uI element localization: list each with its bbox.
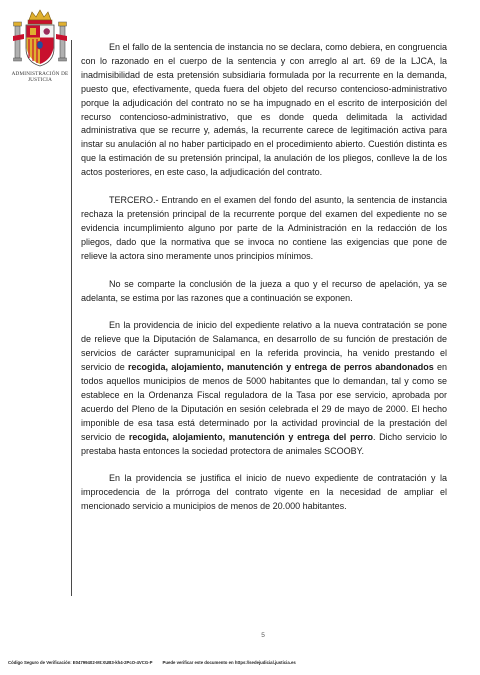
verify-link[interactable]: Puede verificar este documento en https://sedejudicial.justicia.es (162, 660, 296, 665)
paragraph-1: En el fallo de la sentencia de instancia no se declara, como debiera, en congruencia con lo razonado en el cuerpo de la sentencia y con arreglo al art. 69 de la LJCA, la inadmisibilidad de esta pretensión subsidiaria formulada por la recurrente en la demanda, puesto que, efectivamente, queda fuera del objeto del recurso contencioso-administrativo porque la adjudicación del contrato no se ha impugnado en el escrito de interposición del recurso contencioso-administrativo, que es donde queda delimitada la actividad administrativa que se recurre y, además, la recurrente carece de legitimación activa para instar su anulación al no haber participado en el procedimiento abierto. Cuestión distinta es que la estimación de su pretensión principal, la anulación de los pliegos, conlleve la de los actos posteriores, en este caso, la adjudicación del contrato. (81, 42, 447, 178)
margin-rule (71, 40, 72, 596)
paragraph-4 (81, 319, 447, 458)
paragraph-3: No se comparte la conclusión de la jueza a quo y el recurso de apelación, ya se adelanta, se estima por las razones que a continuación se exponen. (81, 278, 447, 303)
page-number: 5 (261, 632, 265, 639)
csv-label: Código Seguro de Verificación (8, 660, 71, 665)
paragraph-4-text-a: En la providencia de inicio del expediente relativo a la nueva contratación se pone de relieve que la Diputación de Salamanca, en desarrollo de su función de prestación de servicios de carácter supramunicipal en la referida provincia, ha venido prestando el servicio de (81, 320, 447, 373)
paragraph-4-bold-b: recogida, alojamiento, manutención y entrega del perro (128, 431, 373, 442)
header-logo (10, 8, 70, 92)
verification-footer: Código Seguro de Verificación: E04799402-MI:XUB3-kh4-2PcO-4VCG-P Puede verificar este documento en https://sedejudicial.justicia.es (8, 660, 296, 665)
paragraph-5: En la providencia se justifica el inicio de nuevo expediente de contratación y la improcedencia de la prórroga del contrato vigente en la necesidad de ampliar el mencionado servicio a municipios de menos de 20.000 habitantes. (81, 473, 447, 512)
paragraph-4-text-b: en todos aquellos municipios de menos de 5000 habitantes que lo demandan, tal y como se establece en la Ordenanza Fiscal reguladora de la Tasa por ese servicio, aprobada por acuerdo del Pleno de la Diputación en sesión celebrada el 29 de mayo de 2000. El hecho imponible de esa tasa está determinado por la actividad provincial de la prestación del servicio de (81, 362, 447, 442)
document-body (81, 41, 447, 528)
spain-coat-of-arms-icon (12, 8, 68, 70)
paragraph-2: TERCERO.- Entrando en el examen del fondo del asunto, la sentencia de instancia rechaza la pretensión principal de la recurrente porque del examen del expediente no se evidencia incumplimiento alguno por parte de la Administración en la redacción de los pliegos, dado que la normativa que se invoca no contiene las exigencias que pone de relieve la actora sino meramente unos principios mínimos. (81, 195, 447, 261)
csv-value: E04799402-MI:XUB3-kh4-2PcO-4VCG-P (72, 660, 153, 665)
paragraph-4-text-c: . Dicho servicio lo prestaba hasta entonces la sociedad protectora de animales SCOOBY. (81, 431, 447, 456)
paragraph-4-bold-a: recogida, alojamiento, manutención y entrega de perros abandonados (128, 362, 434, 373)
institution-name: ADMINISTRACIÓN DE JUSTICIA (11, 71, 69, 83)
